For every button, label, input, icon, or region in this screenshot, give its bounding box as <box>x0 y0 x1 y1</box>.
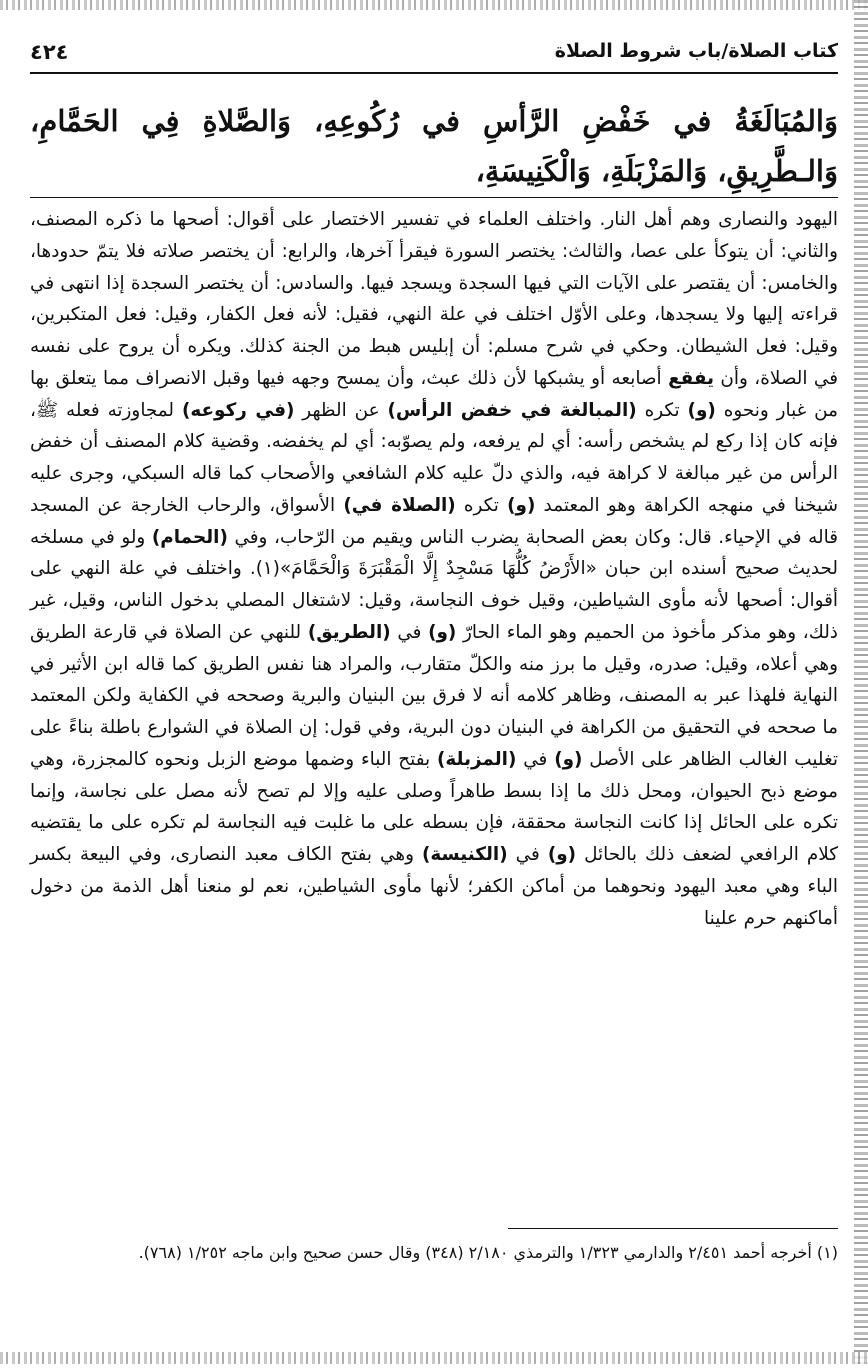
commentary-matn-quote: (و) <box>507 494 536 516</box>
commentary-matn-quote: (الكنيسة) <box>422 844 508 865</box>
commentary-text <box>30 204 838 934</box>
commentary-segment: تكره <box>455 494 508 516</box>
footnote-rule <box>508 1228 838 1229</box>
commentary-segment: عن الظهر <box>294 399 388 421</box>
commentary-segment: بفتح الباء وضمها موضع الزبل ونحوه كالمجزرة، وهي موضع ذبح الحيوان، ومحل ذلك ما إذا بسط طاهراً وصلى عليه وإلا لم تصح لأنه مصل على نجاسة، وإنما تكره على الحائل إذا كانت النجاسة محققة، فإن بسطه على ما غلبت فيه النجاسة لم تكره على ما يقتضيه كلام الرافعي لضعف ذلك بالحائل <box>30 748 838 865</box>
decorative-border-right <box>854 0 868 1368</box>
commentary-matn-quote: (و) <box>687 399 716 421</box>
running-title: كتاب الصلاة/باب شروط الصلاة <box>554 40 838 62</box>
commentary-matn-quote: (الطريق) <box>307 621 391 643</box>
matn-text: وَالمُبَالَغَةُ في خَفْضِ الرَّأسِ في رُكُوعِهِ، وَالصَّلاةِ فِي الحَمَّامِ، وَالـطَّرِيقِ، وَالمَزْبَلَةِ، وَالْكَنِيسَةِ، <box>30 104 838 188</box>
page-number: ٤٢٤ <box>30 40 69 64</box>
commentary-segment: اليهود والنصارى وهم أهل النار. واختلف العلماء في تفسير الاختصار على أقوال: أصحها ما ذكره المصنف، والثاني: أن يتوكأ على عصا، والثالث: يختصر السورة فيقرأ آخرها، والرابع: أن يختصر صلاته فلا يتمّ حدودها، والخامس: أن يقتصر على الآيات التي فيها السجدة ويسجد فيها. والسادس: أن يختصر السجدة إذا انتهى في قراءته إليها ولا يسجدها، وعلى الأوّل اختلف في علة النهي، فقيل: لأنه فعل الكفار، وقيل: فعل المتكبرين، وقيل: فعل الشيطان. وحكي في شرح مسلم: أن إبليس هبط من الجنة كذلك. ويكره أن يروح على نفسه في الصلاة، وأن <box>30 209 839 389</box>
commentary-matn-quote: (الصلاة في) <box>343 494 456 516</box>
commentary-matn-quote: (و) <box>428 621 457 643</box>
commentary-segment: أصابعه أو يشبكها لأن ذلك عبث، وأن يمسح وجهه فيها وقبل الانصراف مما يتعلق بها من غبار ونحوه <box>30 367 839 421</box>
commentary-matn-quote: (و) <box>547 844 577 865</box>
commentary-segment: وهي بفتح الكاف معبد النصارى، وفي البيعة بكسر الباء وهي معبد اليهود ونحوهما من أماكن الكفر؛ لأنها مأوى الشياطين، نعم لو منعنا أهل الذمة من دخول أماكنهم حرم علينا <box>30 844 838 929</box>
commentary-segment: في <box>507 844 548 865</box>
commentary-segment: لمجاوزته فعله ﷺ، فإنه كان إذا ركع لم يشخص رأسه: أي لم يرفعه، ولم يصوّبه: أي لم يخفضه. وقضية كلام المصنف أن خفض الرأس من غير مبالغة لا كراهة فيه، والذي دلّ عليه كلام الشافعي والأصحاب كما قاله السبكي، وجرى عليه شيخنا في منهجه الكراهة وهو المعتمد <box>30 399 839 516</box>
commentary-segment: ولو في مسلخه لحديث صحيح أسنده ابن حبان «الأَرْضُ كُلُّهَا مَسْجِدٌ إِلَّا الْمَقْبَرَةَ وَالْحَمَّامَ»(١). واختلف في علة النهي على أقوال: أصحها لأنه مأوى الشياطين، وقيل خوف النجاسة، وقيل: لاشتغال المصلي بدخول الناس، وقيل، غير ذلك، وهو مذكر مأخوذ من الحميم وهو الماء الحارّ <box>30 526 838 643</box>
commentary-segment: للنهي عن الصلاة في قارعة الطريق وهي أعلاه، وقيل: صدره، وقيل ما برز منه والكلّ متقارب، والمراد هنا نفس الطريق كما قاله ابن الأثير في النهاية فلهذا عبر به المصنف، وظاهر كلامه أنه لا فرق بين البنيان والبرية وصححه في الكفاية ولكن المعتمد ما صححه في التحقيق من الكراهة في البنيان دون البرية، وفي قول: إن الصلاة في الشوارع باطلة بناءً على تغليب الغالب الظاهر على الأصل <box>30 621 838 770</box>
commentary-matn-quote: (المزبلة) <box>437 748 517 770</box>
footnote: (١) أخرجه أحمد ٢/٤٥١ والدارمي ١/٣٢٣ والترمذي ٢/١٨٠ (٣٤٨) وقال حسن صحيح وابن ماجه ١/٢٥٢ (٧٦٨). <box>138 1243 838 1262</box>
commentary-matn-quote: يفقع <box>668 367 715 389</box>
decorative-border-top <box>0 0 868 10</box>
matn-separator <box>30 197 838 198</box>
commentary-matn-quote: (في ركوعه) <box>181 399 295 421</box>
commentary-segment: الأسواق، والرحاب الخارجة عن المسجد قاله في الإحياء. قال: وكان بعض الصحابة يضرب الناس ويقيم من الرّحاب، وفي <box>30 494 838 548</box>
commentary-matn-quote: (و) <box>554 748 583 770</box>
page-header <box>30 40 838 70</box>
header-rule <box>30 72 838 74</box>
decorative-border-bottom <box>0 1352 868 1364</box>
commentary-segment: في <box>516 748 555 770</box>
commentary-matn-quote: (الحمام) <box>151 526 228 548</box>
commentary-segment: في <box>390 621 429 643</box>
commentary-matn-quote: (المبالغة في خفض الرأس) <box>387 399 637 421</box>
commentary-segment: تكره <box>636 399 688 421</box>
